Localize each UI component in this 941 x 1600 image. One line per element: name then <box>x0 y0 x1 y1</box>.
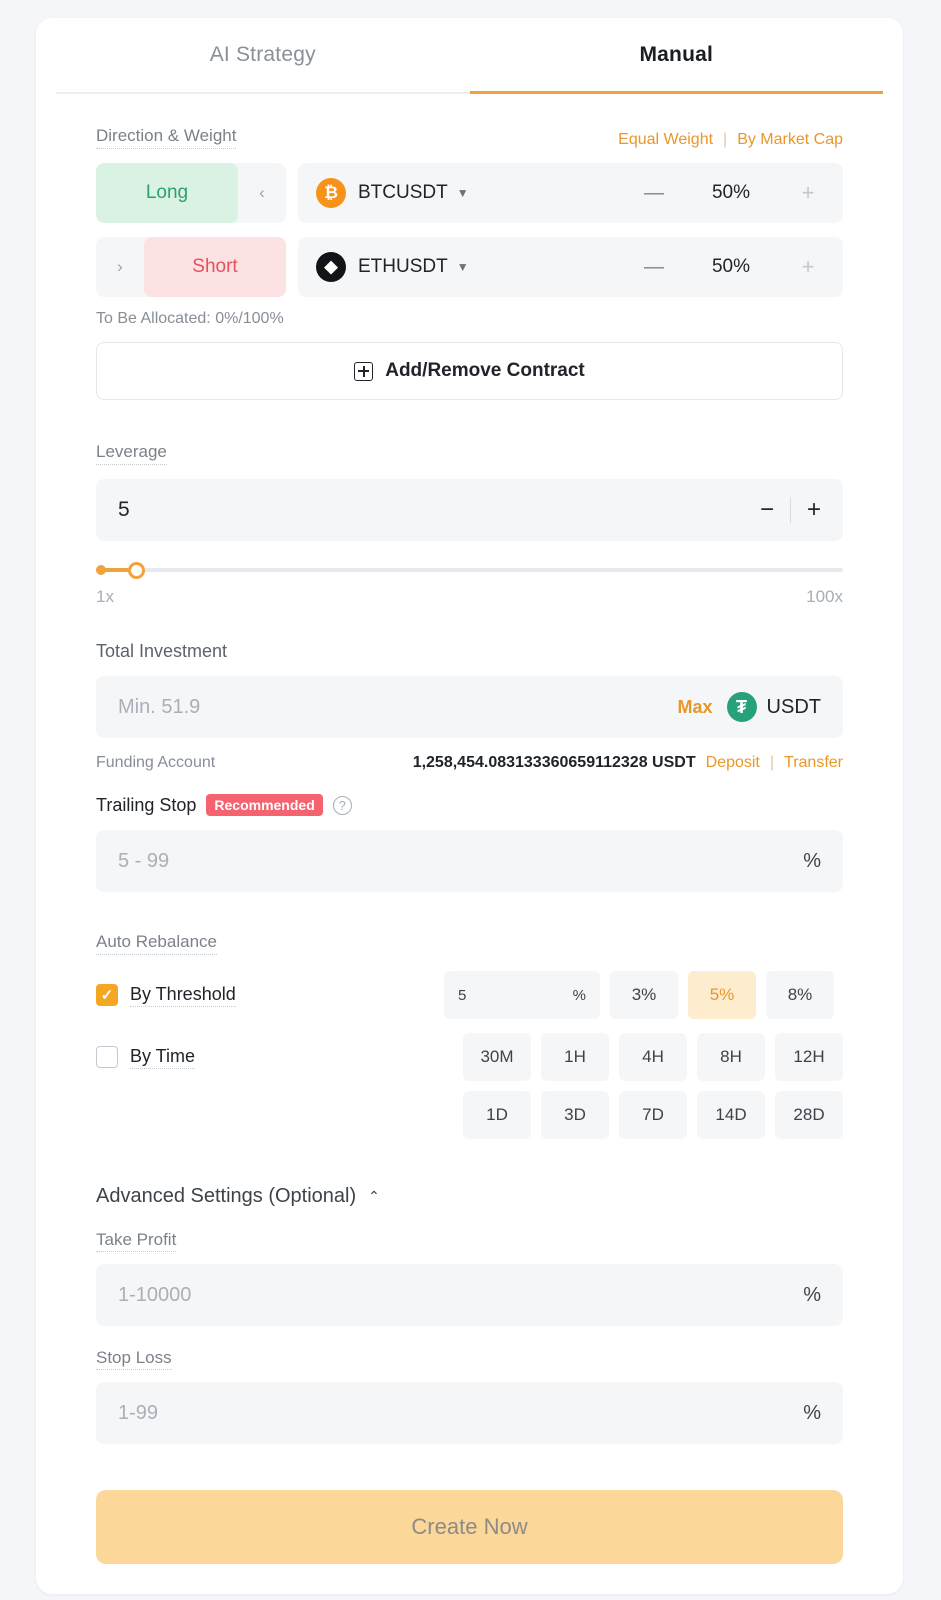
weight-value: 50% <box>711 256 751 277</box>
leverage-increase-button[interactable]: + <box>806 496 821 523</box>
time-chip-1d[interactable]: 1D <box>463 1091 531 1139</box>
chevron-left-icon[interactable]: ‹ <box>259 183 265 202</box>
strategy-card <box>36 18 903 1594</box>
weight-decrease-icon[interactable]: — <box>644 181 664 204</box>
funding-account-label: Funding Account <box>96 754 216 771</box>
weight-mode-links <box>618 131 843 149</box>
slider-legend <box>96 587 843 607</box>
time-left <box>96 1046 444 1069</box>
by-threshold-label: By Threshold <box>130 984 236 1007</box>
leverage-input[interactable] <box>96 479 843 541</box>
card-body <box>36 126 903 1564</box>
leverage-value: 5 <box>118 498 130 521</box>
investment-section <box>96 641 843 772</box>
threshold-value-input[interactable] <box>444 971 600 1019</box>
by-market-cap-link[interactable]: By Market Cap <box>737 131 843 148</box>
transfer-link[interactable]: Transfer <box>784 754 843 771</box>
threshold-chip-3[interactable]: 3% <box>610 971 678 1019</box>
by-time-label: By Time <box>130 1046 195 1069</box>
rebalance-section-label: Auto Rebalance <box>96 932 217 955</box>
time-chip-30m[interactable]: 30M <box>463 1033 531 1081</box>
time-chip-7d[interactable]: 7D <box>619 1091 687 1139</box>
leverage-section <box>96 442 843 607</box>
funding-account-row <box>96 754 843 772</box>
advanced-settings-toggle[interactable] <box>96 1185 843 1208</box>
slider-start-dot <box>96 565 106 575</box>
slider-handle[interactable] <box>128 562 145 579</box>
time-chip-14d[interactable]: 14D <box>697 1091 765 1139</box>
mode-tabs <box>36 18 903 94</box>
percent-sign: % <box>803 849 821 872</box>
weight-increase-icon[interactable]: + <box>801 180 815 205</box>
investment-placeholder: Min. 51.9 <box>118 695 201 718</box>
currency-label: USDT <box>766 695 821 718</box>
investment-section-label: Total Investment <box>96 641 228 661</box>
weight-value: 50% <box>711 182 751 203</box>
percent-sign: % <box>803 1401 821 1424</box>
help-circle-icon[interactable]: ? <box>333 796 352 815</box>
slider-track <box>96 568 843 572</box>
tab-ai-strategy[interactable]: AI Strategy <box>56 18 470 94</box>
take-profit-input[interactable] <box>96 1264 843 1326</box>
by-threshold-checkbox[interactable] <box>96 984 118 1006</box>
create-now-button[interactable]: Create Now <box>96 1490 843 1564</box>
allocation-note: To Be Allocated: 0%/100% <box>96 310 284 327</box>
investment-input[interactable] <box>96 676 843 738</box>
percent-sign: % <box>803 1283 821 1306</box>
threshold-chip-8[interactable]: 8% <box>766 971 834 1019</box>
take-profit-placeholder: 1-10000 <box>118 1283 192 1306</box>
direction-toggle-btc[interactable] <box>96 163 286 223</box>
trailing-stop-section <box>96 794 843 892</box>
time-chip-3d[interactable]: 3D <box>541 1091 609 1139</box>
time-chip-1h[interactable]: 1H <box>541 1033 609 1081</box>
tab-manual[interactable]: Manual <box>470 18 884 94</box>
contract-row <box>96 237 843 297</box>
rebalance-threshold-row <box>96 971 843 1139</box>
trailing-stop-input[interactable] <box>96 830 843 892</box>
trailing-stop-header <box>96 794 843 816</box>
leverage-decrease-button[interactable]: − <box>759 496 774 523</box>
direction-short-button[interactable]: Short <box>144 237 286 297</box>
funding-account-amount: 1,258,454.083133360659112328 USDT <box>412 754 696 771</box>
chevron-down-icon[interactable]: ▼ <box>456 260 469 274</box>
trailing-stop-placeholder: 5 - 99 <box>118 849 170 872</box>
threshold-left <box>96 984 444 1007</box>
max-button[interactable]: Max <box>677 696 713 717</box>
stop-loss-placeholder: 1-99 <box>118 1401 159 1424</box>
threshold-chip-5[interactable]: 5% <box>688 971 756 1019</box>
leverage-section-label: Leverage <box>96 442 167 465</box>
direction-section-label: Direction & Weight <box>96 126 236 149</box>
take-profit-label-wrap <box>96 1230 843 1250</box>
funding-links-separator: | <box>769 754 775 771</box>
leverage-slider[interactable] <box>96 563 843 577</box>
take-profit-label: Take Profit <box>96 1230 176 1252</box>
equal-weight-link[interactable]: Equal Weight <box>618 131 714 148</box>
advanced-settings-title: Advanced Settings (Optional) <box>96 1185 357 1207</box>
contract-row <box>96 163 843 223</box>
trailing-stop-label: Trailing Stop <box>96 794 197 815</box>
stop-loss-label: Stop Loss <box>96 1348 172 1370</box>
time-chip-4h[interactable]: 4H <box>619 1033 687 1081</box>
rebalance-time-row <box>96 1033 843 1081</box>
bitcoin-icon: ₿ <box>316 178 346 208</box>
leverage-stepper <box>760 496 821 524</box>
direction-header <box>96 126 843 149</box>
rebalance-section <box>96 932 843 1139</box>
rebalance-time-row-2 <box>96 1091 843 1139</box>
recommended-badge: Recommended <box>206 794 322 816</box>
time-chip-28d[interactable]: 28D <box>775 1091 843 1139</box>
slider-min-label: 1x <box>96 587 114 606</box>
time-chip-8h[interactable]: 8H <box>697 1033 765 1081</box>
symbol-selector-eth[interactable] <box>298 237 843 297</box>
chevron-right-icon[interactable]: › <box>117 257 123 276</box>
threshold-chips <box>610 971 834 1019</box>
add-remove-contract-label: Add/Remove Contract <box>385 360 585 381</box>
direction-toggle-eth[interactable] <box>96 237 286 297</box>
by-time-checkbox-line[interactable] <box>96 1046 444 1069</box>
symbol-label: ETHUSDT <box>358 256 448 277</box>
stop-loss-label-wrap <box>96 1348 843 1368</box>
weight-decrease-icon[interactable]: — <box>644 255 664 278</box>
chevron-up-icon: ⌃ <box>368 1188 380 1204</box>
slider-max-label: 100x <box>806 587 843 606</box>
symbol-label: BTCUSDT <box>358 182 448 203</box>
currency-badge <box>727 692 821 722</box>
ethereum-icon: ◆ <box>316 252 346 282</box>
add-remove-contract-button[interactable] <box>96 342 843 400</box>
percent-sign: % <box>572 986 586 1004</box>
by-time-checkbox[interactable] <box>96 1046 118 1068</box>
stop-loss-input[interactable] <box>96 1382 843 1444</box>
plus-square-icon <box>354 362 373 381</box>
usdt-icon: ₮ <box>727 692 757 722</box>
chevron-down-icon[interactable]: ▼ <box>456 186 469 200</box>
by-threshold-checkbox-line[interactable] <box>96 984 444 1007</box>
divider <box>790 497 791 523</box>
symbol-selector-btc[interactable] <box>298 163 843 223</box>
time-chips-row-2 <box>463 1091 843 1139</box>
funding-account-right <box>413 754 843 772</box>
time-chips-row-1 <box>463 1033 843 1081</box>
weight-links-separator: | <box>723 131 728 148</box>
deposit-link[interactable]: Deposit <box>705 754 760 771</box>
weight-increase-icon[interactable]: + <box>801 254 815 279</box>
direction-long-button[interactable]: Long <box>96 163 238 223</box>
threshold-value: 5 <box>458 986 467 1004</box>
time-chip-12h[interactable]: 12H <box>775 1033 843 1081</box>
